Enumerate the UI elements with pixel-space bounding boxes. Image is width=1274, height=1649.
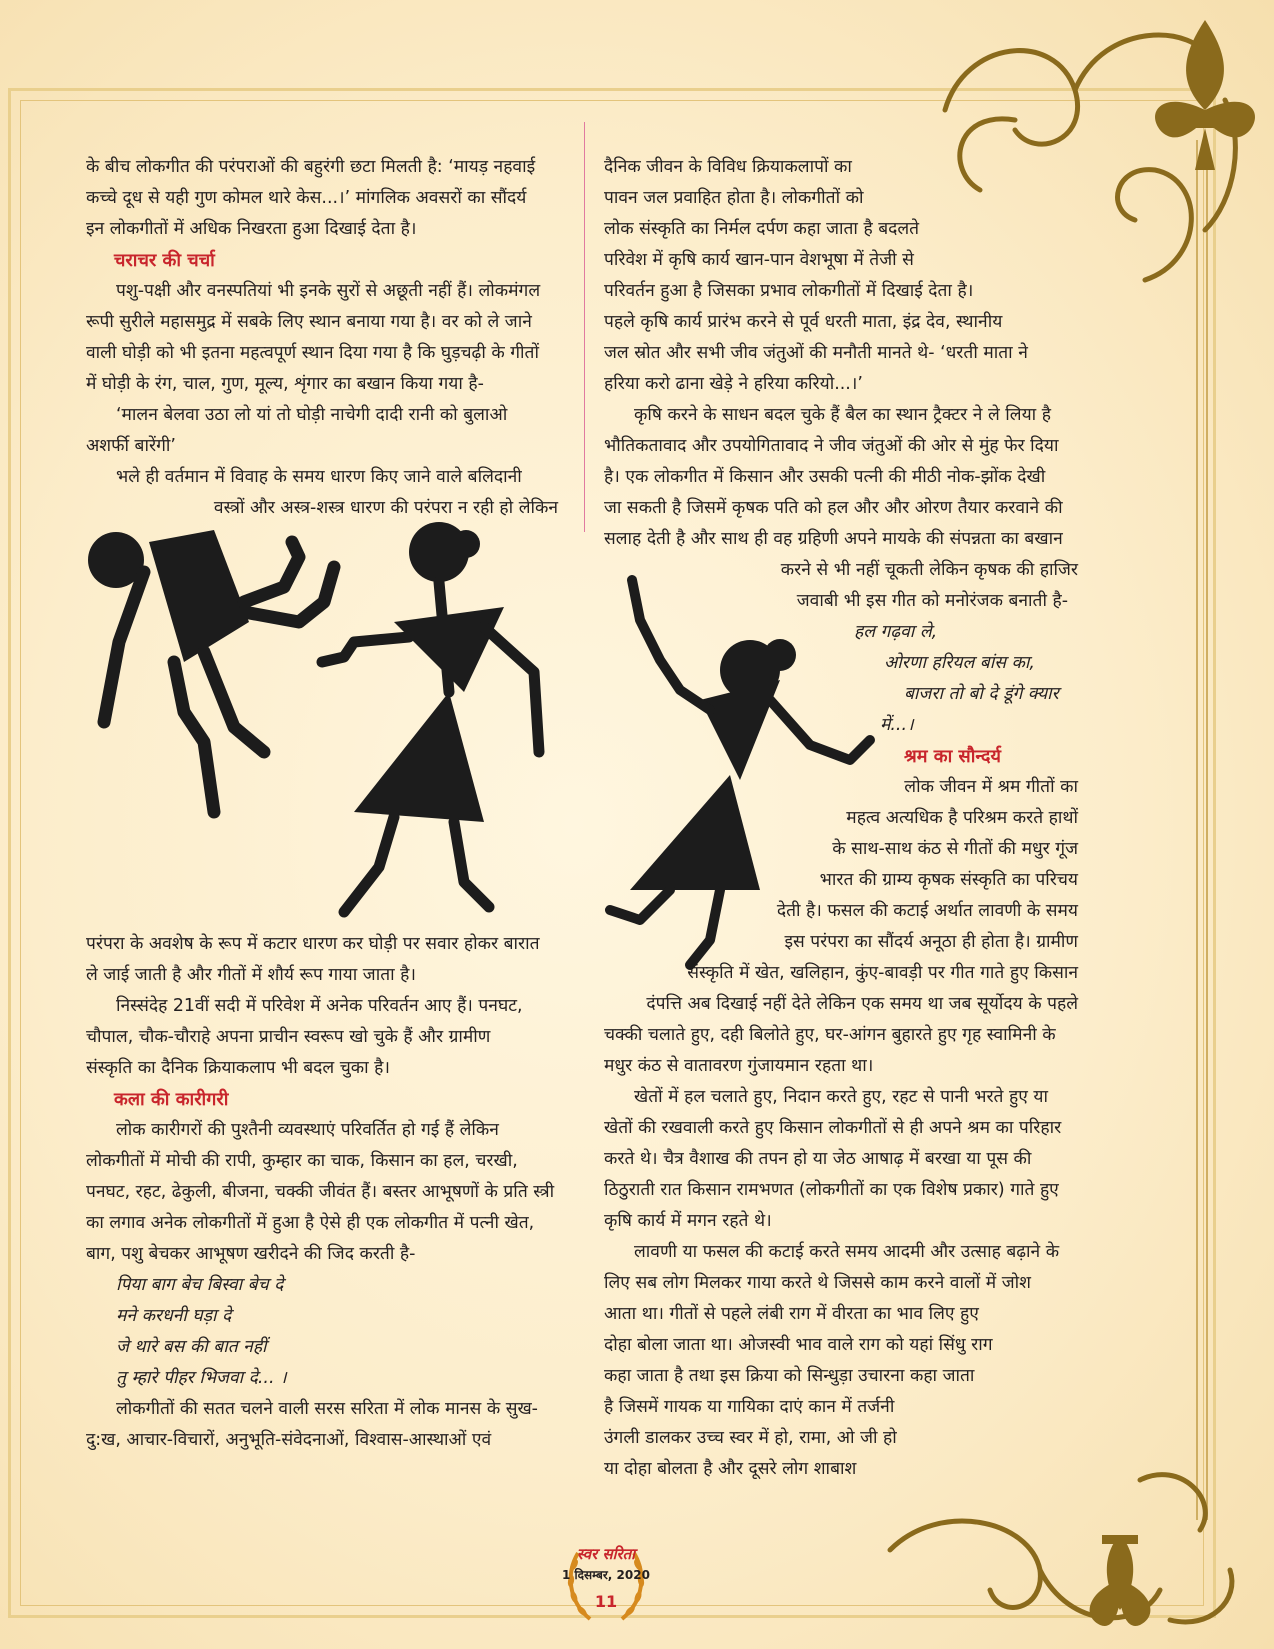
poem-line: में...। [880, 715, 914, 735]
poem-line: बाजरा तो बो दे डूंगे क्यार [904, 684, 1059, 704]
poem-line: पिया बाग बेच बिस्वा बेच दे [116, 1275, 284, 1295]
text-line: है। एक लोकगीत में किसान और उसकी पत्नी की मीठी नोक-झोंक देखी [604, 467, 1046, 487]
poem-line: तु म्हारे पीहर भिजवा दे... । [116, 1368, 287, 1388]
text-line: ठिठुराती रात किसान रामभणत (लोकगीतों का एक विशेष प्रकार) गाते हुए [604, 1180, 1059, 1200]
text-line: खेतों में हल चलाते हुए, निदान करते हुए, रहट से पानी भरते हुए या [634, 1087, 1048, 1107]
text-line: संस्कृति का दैनिक क्रियाकलाप भी बदल चुका है। [86, 1058, 390, 1078]
text-line: भारत की ग्राम्य कृषक संस्कृति का परिचय [819, 870, 1078, 890]
text-line: लोकगीतों की सतत चलने वाली सरस सरिता में लोक मानस के सुख- [116, 1399, 538, 1419]
text-line: करते थे। चैत्र वैशाख की तपन हो या जेठ आषाढ़ में बरखा या पूस की [604, 1149, 1032, 1169]
text-line: जा सकती है जिसमें कृषक पति को हल और और ओरण तैयार करवाने की [604, 498, 1063, 518]
text-line: परंपरा के अवशेष के रूप में कटार धारण कर घोड़ी पर सवार होकर बारात [86, 934, 540, 954]
text-line: इस परंपरा का सौंदर्य अनूठा ही होता है। ग्रामीण [784, 932, 1078, 952]
section-heading: चराचर की चर्चा [114, 250, 215, 271]
text-line: परिवर्तन हुआ है जिसका प्रभाव लोकगीतों में दिखाई देता है। [604, 281, 974, 301]
quote-line: ‘मालन बेलवा उठा लो यां तो घोड़ी नाचेगी दादी रानी को बुलाओ [116, 405, 508, 425]
text-line: दु:ख, आचार-विचारों, अनुभूति-संवेदनाओं, विश्वास-आस्थाओं एवं [86, 1430, 492, 1450]
text-line: पशु-पक्षी और वनस्पतियां भी इनके सुरों से अछूती नहीं हैं। लोकमंगल [116, 281, 541, 301]
section-heading: कला की कारीगरी [114, 1089, 229, 1110]
text-line: हरिया करो ढाना खेड़े ने हरिया करियो...।’ [604, 374, 863, 394]
text-line: पावन जल प्रवाहित होता है। लोकगीतों को [604, 188, 864, 208]
text-line: उंगली डालकर उच्च स्वर में हो, रामा, ओ जी हो [604, 1428, 897, 1448]
text-line: ले जाई जाती है और गीतों में शौर्य रूप गाया जाता है। [86, 965, 416, 985]
text-line: के बीच लोकगीत की परंपराओं की बहुरंगी छटा मिलती है: ‘मायड़ नहवाई [86, 157, 536, 177]
text-line: के साथ-साथ कंठ से गीतों की मधुर गूंज [832, 839, 1078, 859]
text-line: लिए सब लोग मिलकर गाया करते थे जिससे काम करने वालों में जोश [604, 1273, 1031, 1293]
text-line: निस्संदेह 21वीं सदी में परिवेश में अनेक परिवर्तन आए हैं। पनघट, [116, 996, 523, 1016]
text-line: कच्चे दूध से यही गुण कोमल थारे केस...।’ मांगलिक अवसरों का सौंदर्य [86, 188, 527, 208]
text-line: या दोहा बोलता है और दूसरे लोग शाबाश [604, 1459, 857, 1479]
text-line: लावणी या फसल की कटाई करते समय आदमी और उत्साह बढ़ाने के [634, 1242, 1060, 1262]
text-line: लोक संस्कृति का निर्मल दर्पण कहा जाता है बदलते [604, 219, 920, 239]
quote-line: अशर्फी बारेंगी’ [86, 436, 176, 456]
poem-line: जे थारे बस की बात नहीं [116, 1337, 267, 1357]
dancers-illustration [64, 512, 604, 932]
text-line: देती है। फसल की कटाई अर्थात लावणी के समय [776, 901, 1078, 921]
text-line: दैनिक जीवन के विविध क्रियाकलापों का [604, 157, 852, 177]
text-line: वाली घोड़ी को भी इतना महत्वपूर्ण स्थान दिया गया है कि घुड़चढ़ी के गीतों [86, 343, 539, 363]
text-line: लोक कारीगरों की पुश्तैनी व्यवस्थाएं परिवर्तित हो गई हैं लेकिन [116, 1120, 499, 1140]
text-line: दोहा बोला जाता था। ओजस्वी भाव वाले राग को यहां सिंधु राग [604, 1335, 993, 1355]
text-line: बाग, पशु बेचकर आभूषण खरीदने की जिद करती है- [86, 1244, 416, 1264]
text-line: करने से भी नहीं चूकती लेकिन कृषक की हाजिर [780, 560, 1078, 580]
page-frame-right-rail [1196, 140, 1208, 1520]
text-line: परिवेश में कृषि कार्य खान-पान वेशभूषा में तेजी से [604, 250, 914, 270]
poem-line: मने करधनी घड़ा दे [116, 1306, 232, 1326]
text-line: संस्कृति में खेत, खलिहान, कुंए-बावड़ी पर गीत गाते हुए किसान [687, 963, 1078, 983]
text-line: है जिसमें गायक या गायिका दाएं कान में तर्जनी [604, 1397, 895, 1417]
text-line: मधुर कंठ से वातावरण गुंजायमान रहता था। [604, 1056, 874, 1076]
text-line: महत्व अत्यधिक है परिश्रम करते हाथों [846, 808, 1078, 828]
text-line: कृषि कार्य में मगन रहते थे। [604, 1211, 772, 1231]
text-line: सलाह देती है और साथ ही वह ग्रहिणी अपने मायके की संपन्नता का बखान [604, 529, 1063, 549]
text-line: पहले कृषि कार्य प्रारंभ करने से पूर्व धरती माता, इंद्र देव, स्थानीय [604, 312, 1003, 332]
text-line: चक्की चलाते हुए, दही बिलोते हुए, घर-आंगन बुहारते हुए गृह स्वामिनी के [604, 1025, 1056, 1045]
text-line: आता था। गीतों से पहले लंबी राग में वीरता का भाव लिए हुए [604, 1304, 979, 1324]
poem-line: हल गढ़वा ले, [854, 622, 938, 642]
dancer-illustration-right [600, 560, 900, 980]
left-column-bottom [86, 929, 558, 1456]
text-line: लोक जीवन में श्रम गीतों का [904, 777, 1078, 797]
page-number: 11 [594, 1592, 618, 1611]
text-line: भले ही वर्तमान में विवाह के समय धारण किए जाने वाले बलिदानी [116, 467, 522, 487]
text-line: इन लोकगीतों में अधिक निखरता हुआ दिखाई देता है। [86, 219, 417, 239]
text-line: चौपाल, चौक-चौराहे अपना प्राचीन स्वरूप खो चुके हैं और ग्रामीण [86, 1027, 491, 1047]
text-line: जवाबी भी इस गीत को मनोरंजक बनाती है- [796, 591, 1068, 611]
text-line: लोकगीतों में मोची की रापी, कुम्हार का चाक, किसान का हल, चरखी, [86, 1151, 518, 1171]
text-line: में घोड़ी के रंग, चाल, गुण, मूल्य, शृंगार का बखान किया गया है- [86, 374, 484, 394]
text-line: खेतों की रखवाली करते हुए किसान लोकगीतों से ही अपने श्रम का परिहार [604, 1118, 1062, 1138]
text-line: दंपत्ति अब दिखाई नहीं देते लेकिन एक समय था जब सूर्योदय के पहले [646, 994, 1078, 1014]
poem-line: ओरणा हरियल बांस का, [884, 653, 1035, 673]
text-line: भौतिकतावाद और उपयोगितावाद ने जीव जंतुओं की ओर से मुंह फेर दिया [604, 436, 1059, 456]
text-line: वस्त्रों और अस्त्र-शस्त्र धारण की परंपरा न रही हो लेकिन [213, 498, 558, 518]
text-line: पनघट, रहट, ढेकुली, बीजना, चक्की जीवंत हैं। बस्तर आभूषणों के प्रति स्त्री [86, 1182, 555, 1202]
text-line: कहा जाता है तथा इस क्रिया को सिन्धुड़ा उचारना कहा जाता [604, 1366, 975, 1386]
column-divider [584, 122, 585, 532]
issue-date: 1 दिसम्बर, 2020 [562, 1568, 650, 1582]
section-heading: श्रम का सौन्दर्य [904, 746, 1001, 767]
magazine-name: स्वर सरिता [576, 1545, 636, 1563]
text-line: का लगाव अनेक लोकगीतों में हुआ है ऐसे ही एक लोकगीत में पत्नी खेत, [86, 1213, 535, 1233]
text-line: जल स्रोत और सभी जीव जंतुओं की मनौती मानते थे- ‘धरती माता ने [604, 343, 1028, 363]
text-line: रूपी सुरीले महासमुद्र में सबके लिए स्थान बनाया गया है। वर को ले जाने [86, 312, 532, 332]
left-column-top [86, 152, 558, 524]
text-line: कृषि करने के साधन बदल चुके हैं बैल का स्थान ट्रैक्टर ने ले लिया है [634, 405, 1051, 425]
